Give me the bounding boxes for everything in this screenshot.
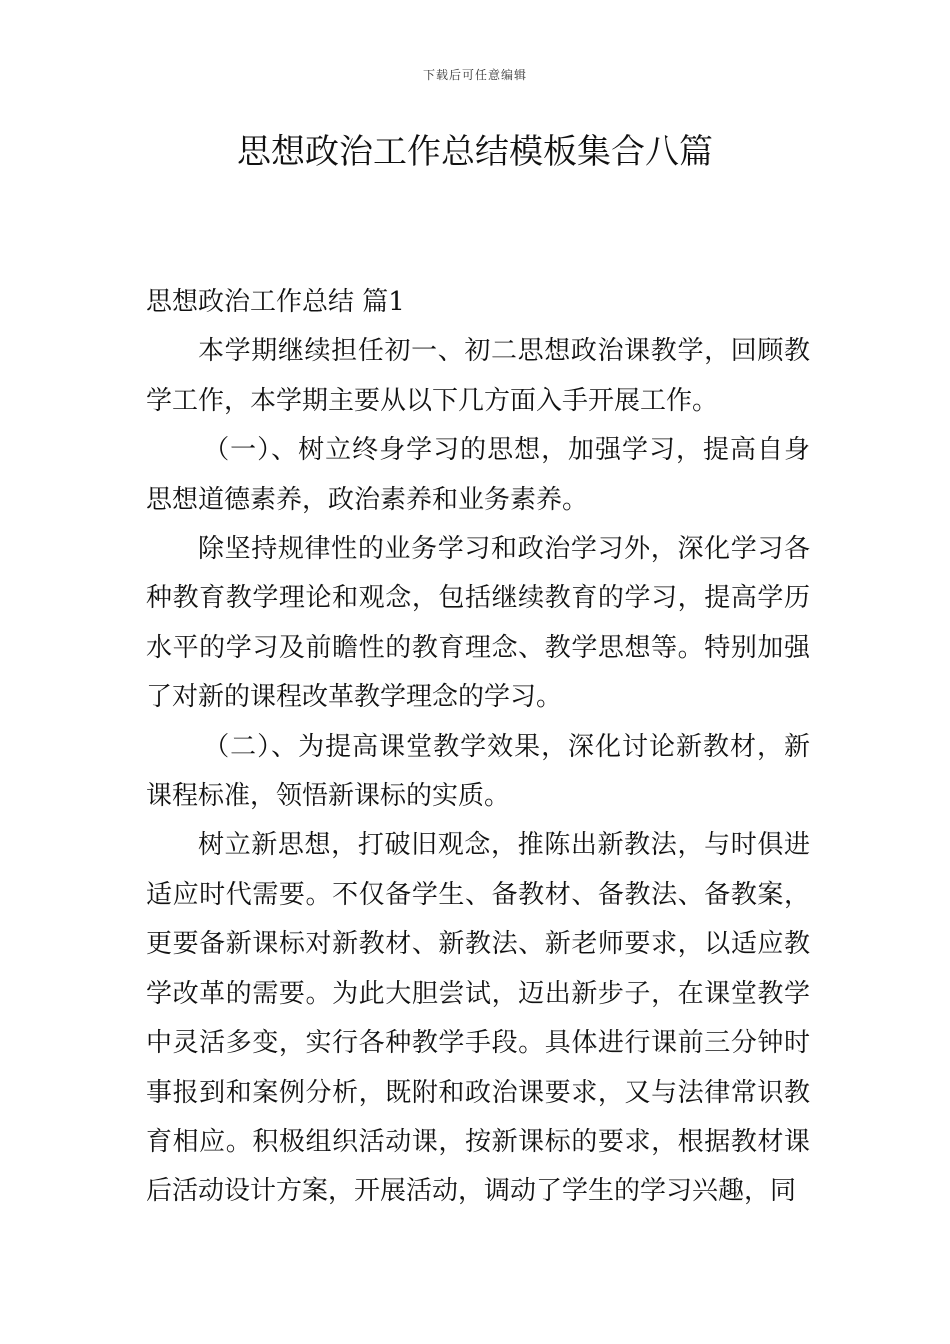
paragraph-intro: 本学期继续担任初一、初二思想政治课教学，回顾教学工作，本学期主要从以下几方面入手开展工作。 [146, 336, 810, 416]
document-title: 思想政治工作总结模板集合八篇 [237, 132, 713, 172]
paragraph-study-detail: 除坚持规律性的业务学习和政治学习外，深化学习各种教育教学理论和观念，包括继续教育的学习，提高学历水平的学习及前瞻性的教育理念、教学思想等。特别加强了对新的课程改革教学理念的学习。 [146, 534, 810, 713]
paragraph-point-one: （一）、树立终身学习的思想，加强学习，提高自身思想道德素养，政治素养和业务素养。 [146, 435, 810, 515]
section-heading: 思想政治工作总结 篇1 [146, 287, 405, 317]
document-body [146, 278, 810, 1217]
paragraph-point-two: （二）、为提高课堂教学效果，深化讨论新教材，新课程标准，领悟新课标的实质。 [146, 731, 810, 812]
header-note: 下载后可任意编辑 [422, 68, 527, 82]
paragraph-teaching-detail: 树立新思想，打破旧观念，推陈出新教法，与时俱进适应时代需要。不仅备学生、备教材、备教法、备教案，更要备新课标对新教材、新教法、新老师要求，以适应教学改革的需要。为此大胆尝试，迈出新步子，在课堂教学中灵活多变，实行各种教学手段。具体进行课前三分钟时事报到和案例分析，既附和政治课要求，又与法律常识教育相应。积极组织活动课，按新课标的要求，根据教材课后活动设计方案，开展活动，调动了学生的学习兴趣，同 [146, 830, 810, 1207]
